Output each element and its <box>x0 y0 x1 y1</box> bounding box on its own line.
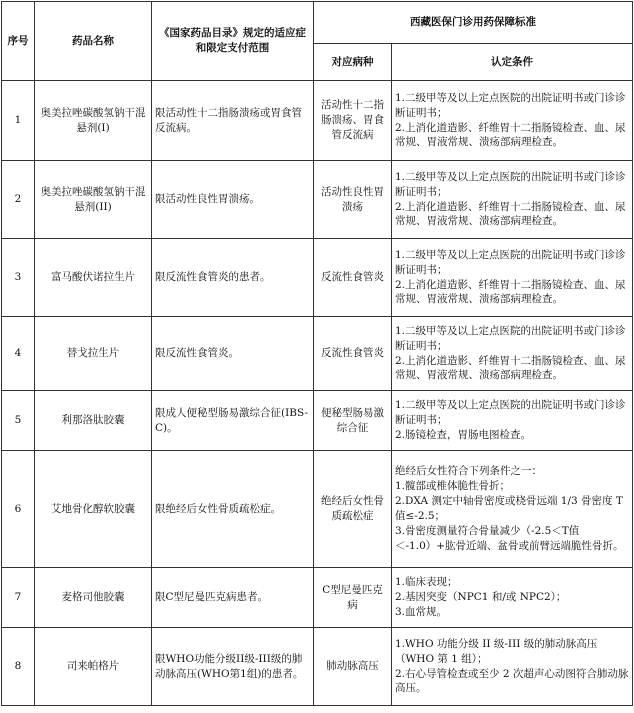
header-standard: 西藏医保门诊用药保障标准 <box>314 2 633 44</box>
indication-scope: 限活动性十二指肠溃疡或胃食管反流病。 <box>152 81 314 161</box>
medicine-standard-table <box>1 1 633 706</box>
conditions <box>392 81 633 161</box>
table-row <box>2 628 633 706</box>
drug-name: 利那洛肽胶囊 <box>35 391 152 451</box>
row-no: 2 <box>2 161 35 239</box>
conditions <box>392 451 633 568</box>
condition-line: 2.上消化道造影、纤维胃十二指肠镜检查、血、尿常规、胃液常规、溃疡部病理检查。 <box>395 200 626 228</box>
disease: 反流性食管炎 <box>314 317 392 391</box>
conditions <box>392 628 633 706</box>
condition-line: 2.肠镜检查，胃肠电图检查。 <box>395 428 532 441</box>
indication-scope: 限C型尼曼匹克病患者。 <box>152 568 314 628</box>
indication-scope: 限反流性食管炎。 <box>152 317 314 391</box>
condition-line: 1.二级甲等及以上定点医院的出院证明书或门诊诊断证明书； <box>395 91 626 119</box>
indication-scope: 限活动性良性胃溃疡。 <box>152 161 314 239</box>
drug-name: 艾地骨化醇软胶囊 <box>35 451 152 568</box>
row-no: 3 <box>2 239 35 317</box>
condition-line: 绝经后女性符合下列条件之一： <box>395 465 542 478</box>
indication-scope: 限绝经后女性骨质疏松症。 <box>152 451 314 568</box>
disease: 反流性食管炎 <box>314 239 392 317</box>
disease: 便秘型肠易激综合征 <box>314 391 392 451</box>
table-row <box>2 239 633 317</box>
indication-scope: 限成人便秘型肠易激综合征(IBS-C)。 <box>152 391 314 451</box>
condition-line: 3.骨密度测量符合骨量减少（-2.5＜T值＜-1.0）+肱骨近端、盆骨或前臂远端脆性骨折。 <box>395 524 624 552</box>
header-disease: 对应病种 <box>314 44 392 81</box>
table-row <box>2 317 633 391</box>
condition-line: 1.二级甲等及以上定点医院的出院证明书或门诊诊断证明书； <box>395 248 626 276</box>
row-no: 7 <box>2 568 35 628</box>
condition-line: 1.髋部或椎体脆性骨折； <box>395 480 511 493</box>
conditions <box>392 317 633 391</box>
drug-name: 司来帕格片 <box>35 628 152 706</box>
conditions <box>392 239 633 317</box>
drug-name: 替戈拉生片 <box>35 317 152 391</box>
condition-line: 1.临床表现； <box>395 576 458 589</box>
header-name: 药品名称 <box>35 2 152 81</box>
row-no: 5 <box>2 391 35 451</box>
conditions <box>392 568 633 628</box>
table-row <box>2 391 633 451</box>
row-no: 4 <box>2 317 35 391</box>
disease: 活动性十二指肠溃疡、胃食管反流病 <box>314 81 392 161</box>
condition-line: 2.上消化道造影、纤维胃十二指肠镜检查、血、尿常规、胃液常规、溃疡部病理检查。 <box>395 121 626 149</box>
conditions <box>392 161 633 239</box>
row-no: 1 <box>2 81 35 161</box>
condition-line: 3.血常规。 <box>395 605 448 618</box>
row-no: 8 <box>2 628 35 706</box>
disease: 活动性良性胃溃疡 <box>314 161 392 239</box>
table-row <box>2 451 633 568</box>
drug-name: 奥美拉唑碳酸氢钠干混悬剂(I) <box>35 81 152 161</box>
indication-scope: 限WHO功能分级II级-III级的肺动脉高压(WHO第1组)的患者。 <box>152 628 314 706</box>
condition-line: 1.二级甲等及以上定点医院的出院证明书或门诊诊断证明书； <box>395 324 626 352</box>
drug-name: 奥美拉唑碳酸氢钠干混悬剂(II) <box>35 161 152 239</box>
condition-line: 1.二级甲等及以上定点医院的出院证明书或门诊诊断证明书； <box>395 170 626 198</box>
header-no: 序号 <box>2 2 35 81</box>
conditions <box>392 391 633 451</box>
drug-name: 富马酸伏诺拉生片 <box>35 239 152 317</box>
condition-line: 2.DXA 测定中轴骨密度或桡骨远端 1/3 骨密度 T 值≤-2.5； <box>395 495 623 522</box>
disease: C型尼曼匹克病 <box>314 568 392 628</box>
disease: 绝经后女性骨质疏松症 <box>314 451 392 568</box>
table-row <box>2 161 633 239</box>
indication-scope: 限反流性食管炎的患者。 <box>152 239 314 317</box>
table-row <box>2 568 633 628</box>
condition-line: 2.上消化道造影、纤维胃十二指肠镜检查、血、尿常规、胃液常规、溃疡部病理检查。 <box>395 354 626 382</box>
table-row <box>2 81 633 161</box>
condition-line: 2.右心导管检查或至少 2 次超声心动图符合肺动脉高压。 <box>395 667 629 695</box>
drug-name: 麦格司他胶囊 <box>35 568 152 628</box>
disease: 肺动脉高压 <box>314 628 392 706</box>
condition-line: 2.基因突变（NPC1 和/或 NPC2）； <box>395 591 567 604</box>
condition-line: 1.WHO 功能分级 II 级-III 级的肺动脉高压（WHO 第 1 组）； <box>395 637 598 665</box>
header-scope: 《国家药品目录》规定的适应症和限定支付范围 <box>152 2 314 81</box>
condition-line: 1.二级甲等及以上定点医院的出院证明书或门诊诊断证明书； <box>395 399 626 427</box>
header-condition: 认定条件 <box>392 44 633 81</box>
row-no: 6 <box>2 451 35 568</box>
condition-line: 2.上消化道造影、纤维胃十二指肠镜检查、血、尿常规、胃液常规、溃疡部病理检查。 <box>395 278 626 306</box>
